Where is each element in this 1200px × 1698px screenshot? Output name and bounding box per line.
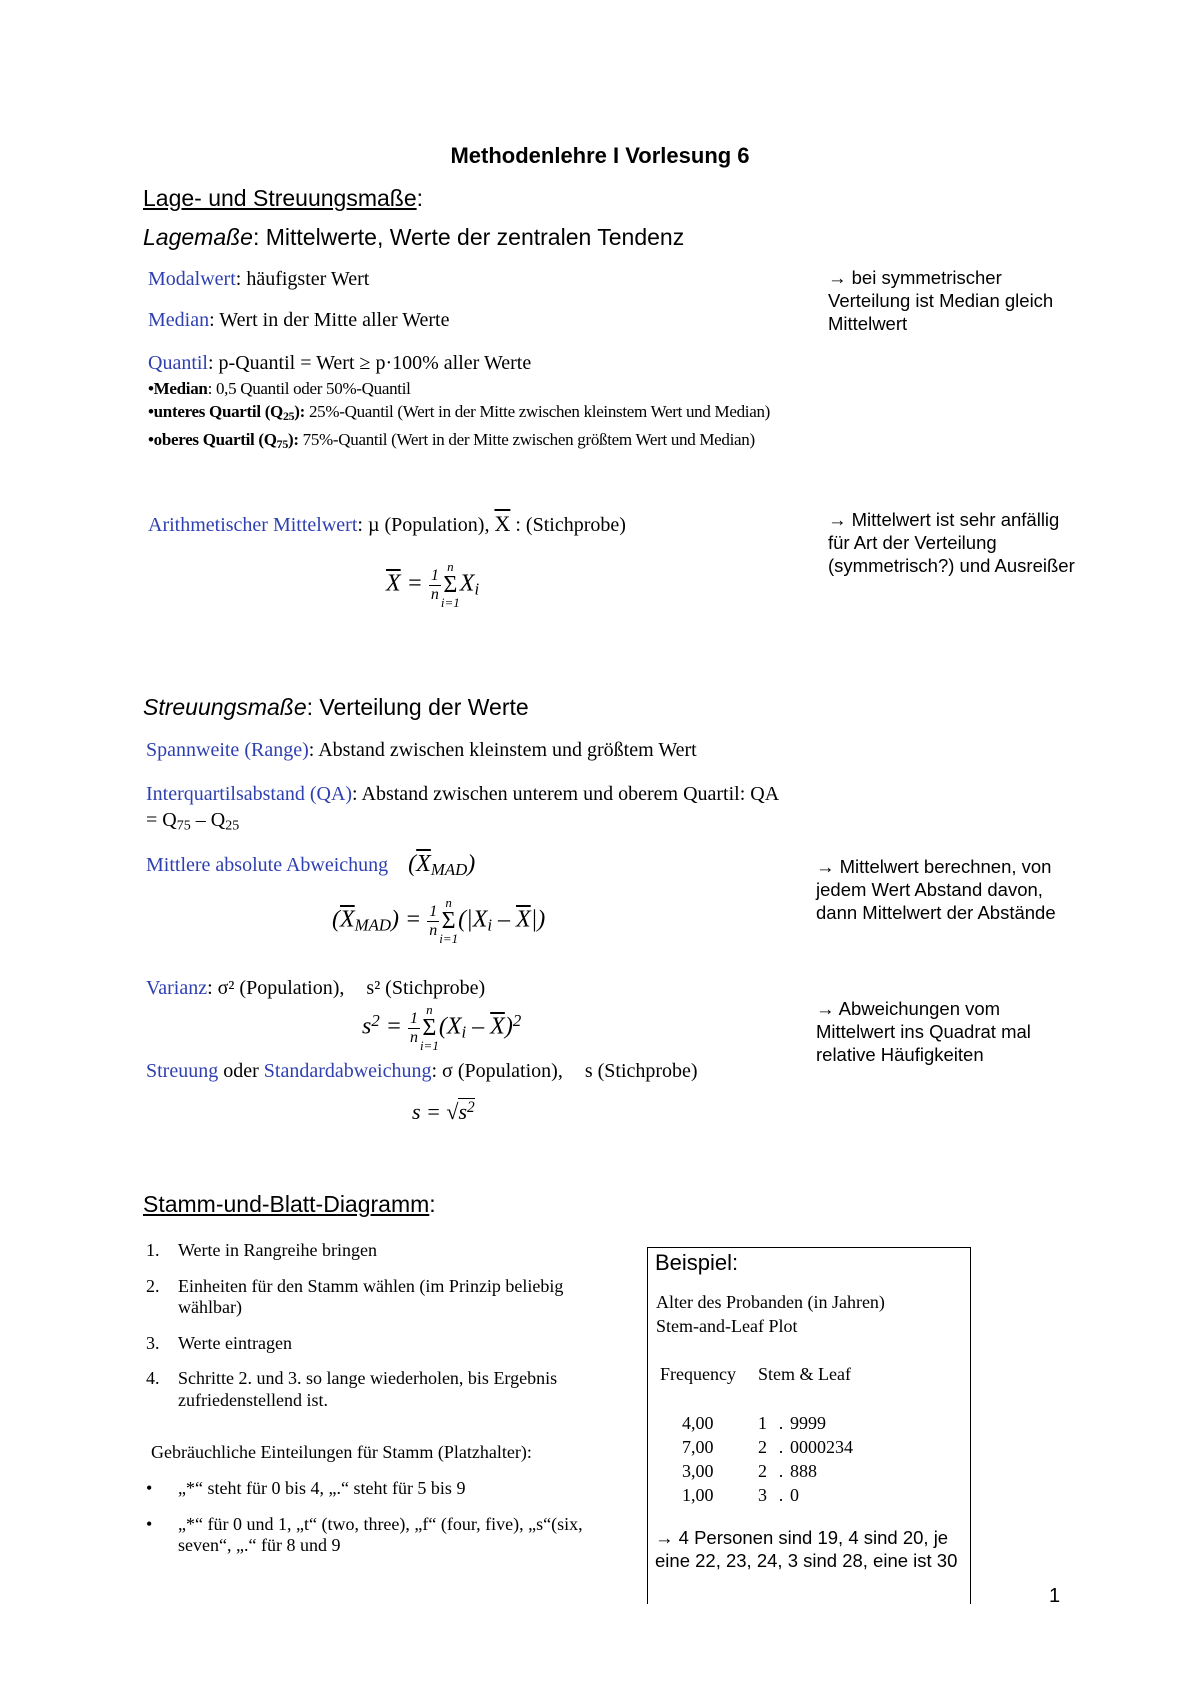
stem-freq: 7,00 <box>682 1436 714 1457</box>
note-varianz: → Abweichungen vom Mittelwert ins Quadrat mal relative Häufigkeiten <box>816 998 1031 1065</box>
varianz-line <box>146 977 485 1000</box>
page-number: 1 <box>1049 1585 1061 1607</box>
quantil-item-text: 75%-Quantil (Wert in der Mitte zwischen größtem Wert und Median) <box>298 429 755 449</box>
arith-desc: : µ (Population), <box>357 514 490 536</box>
quantil-item-text: : 0,5 Quantil oder 50%-Quantil <box>207 379 411 398</box>
median-line <box>148 309 450 332</box>
stem-row: 3,00 2 . 888 <box>682 1459 853 1483</box>
example-box <box>647 1247 971 1604</box>
iqa-line <box>146 781 786 840</box>
xbar-symbol: $\overline{X}$ <box>494 511 511 536</box>
modalwert-term: Modalwert <box>148 268 236 290</box>
col-stem-leaf: Stem & Leaf <box>757 1364 851 1384</box>
quantil-list <box>148 377 808 456</box>
iqa-sub-75: 75 <box>176 818 191 834</box>
modalwert-line <box>148 268 369 291</box>
quantil-item-sub: 25 <box>282 408 295 423</box>
mad-line: Mittlere absolute Abweichung $(\overline{X}_{MAD})$ <box>146 851 476 880</box>
streuungsmasse-term: Streuungsmaße <box>143 694 307 720</box>
quantil-item-bold: •Median <box>148 379 208 398</box>
median-desc: : Wert in der Mitte aller Werte <box>209 309 450 331</box>
step-number: 3. <box>146 1332 160 1353</box>
note-ausreisser: → Mittelwert ist sehr anfällig für Art der Verteilung (symmetrisch?) und Ausreißer <box>828 509 1075 576</box>
iqa-minus: – Q <box>190 809 226 831</box>
stem-value: 2 <box>758 1436 767 1457</box>
spannweite-line <box>146 739 697 762</box>
stem-row: 4,00 1 . 9999 <box>682 1411 853 1435</box>
varianz-tail: s² (Stichprobe) <box>366 977 486 999</box>
steps-list <box>146 1240 622 1412</box>
stem-freq: 1,00 <box>682 1484 714 1505</box>
spannweite-term: Spannweite <box>146 739 240 761</box>
arith-tail: : (Stichprobe) <box>510 514 626 536</box>
iqa-sub-25: 25 <box>225 818 240 834</box>
einteilungen-list <box>146 1478 622 1557</box>
stem-leaf: 0000234 <box>790 1436 853 1457</box>
step-text: Einheiten für den Stamm wählen (im Prinzip beliebig wählbar) <box>178 1275 564 1318</box>
step-item <box>146 1240 622 1262</box>
bullet: • <box>146 1478 153 1498</box>
streuungsmasse-desc: : Verteilung der Werte <box>306 694 529 720</box>
mad-term: Mittlere absolute Abweichung <box>146 854 389 876</box>
spannweite-desc: : Abstand zwischen kleinstem und größtem Wert <box>308 739 697 761</box>
median-term: Median <box>148 309 210 331</box>
step-text: Werte in Rangreihe bringen <box>178 1240 377 1260</box>
example-subtitle-1: Alter des Probanden (in Jahren) <box>656 1292 885 1312</box>
quantil-line <box>148 352 531 375</box>
spannweite-range: (Range) <box>239 739 309 761</box>
step-item <box>146 1333 622 1355</box>
page-title: Methodenlehre I Vorlesung 6 <box>450 143 750 168</box>
example-subtitle <box>656 1290 885 1338</box>
quantil-item-bold: •oberes Quartil (Q <box>148 429 277 449</box>
stem-leaf-table <box>682 1411 853 1507</box>
standardabweichung-term: Standardabweichung <box>263 1060 432 1082</box>
step-number: 1. <box>146 1240 160 1260</box>
stem-value: 3 <box>758 1484 767 1505</box>
note-mad: → Mittelwert berechnen, von jedem Wert Abstand davon, dann Mittelwert der Abstände <box>816 856 1056 923</box>
einteilung-item <box>146 1514 622 1557</box>
step-text: Werte eintragen <box>178 1332 292 1353</box>
stem-value: 2 <box>758 1460 767 1481</box>
quantil-term: Quantil <box>148 352 208 374</box>
quantil-desc: : p-Quantil = Wert ≥ p·100% aller Werte <box>208 352 532 374</box>
quantil-item-median <box>148 377 808 400</box>
varianz-formula: $s^2$ = $\frac{1}{n}$ n Σ i=1 $(X_i - \overline{X})^2$ <box>362 1002 522 1053</box>
stem-leaf: 0 <box>790 1484 799 1505</box>
einteilung-text: „*“ steht für 0 bis 4, „.“ steht für 5 bis 9 <box>178 1478 466 1498</box>
example-subtitle-2: Stem-and-Leaf Plot <box>656 1316 798 1336</box>
einteilungen-title: Gebräuchliche Einteilungen für Stamm (Platzhalter): <box>151 1442 532 1462</box>
modalwert-desc: : häufigster Wert <box>235 268 370 290</box>
standardabweichung-desc: : σ (Population), <box>431 1060 563 1082</box>
quantil-item-lower <box>148 400 808 428</box>
varianz-term: Varianz <box>146 977 208 999</box>
bullet: • <box>146 1513 153 1534</box>
stem-row: 1,00 3 . 0 <box>682 1483 853 1507</box>
example-columns <box>660 1364 851 1385</box>
mad-formula: $(\overline{X}_{MAD})$ = $\frac{1}{n}$ n Σ i=1 $(|X_i - \overline{X}|)$ <box>332 895 546 946</box>
arith-term: Arithmetischer Mittelwert <box>148 514 358 536</box>
quantil-item-bold: ): <box>294 402 306 421</box>
note-symmetrisch: → bei symmetrischer Verteilung ist Median gleich Mittelwert <box>828 267 1054 334</box>
quantil-item-sub: 75 <box>276 436 288 451</box>
step-number: 4. <box>146 1368 160 1389</box>
stem-leaf: 9999 <box>790 1412 826 1433</box>
quantil-item-bold: •unteres Quartil (Q <box>148 402 283 421</box>
lagemasse-desc: : Mittelwerte, Werte der zentralen Tendenz <box>252 224 685 250</box>
stem-leaf-heading-text: Stamm-und-Blatt-Diagramm <box>143 1191 430 1217</box>
quantil-item-bold: ): <box>287 429 299 449</box>
step-item <box>146 1368 622 1411</box>
standardabweichung-tail: s (Stichprobe) <box>584 1060 698 1082</box>
arith-mittelwert-line <box>148 511 626 537</box>
col-frequency: Frequency <box>660 1364 736 1384</box>
example-title: Beispiel: <box>655 1250 739 1275</box>
step-item <box>146 1276 622 1319</box>
stem-freq: 3,00 <box>682 1460 714 1481</box>
step-number: 2. <box>146 1275 160 1296</box>
quantil-item-text: 25%-Quantil (Wert in der Mitte zwischen kleinstem Wert und Median) <box>305 402 771 421</box>
quantil-item-upper <box>148 428 808 456</box>
mean-formula: $\overline{X}$ = $\frac{1}{n}$ n Σ i=1 $X_i$ <box>386 559 480 610</box>
sqrt-formula: $s = √s^2$ <box>412 1099 475 1124</box>
stem-freq: 4,00 <box>682 1412 714 1433</box>
lagemasse-term: Lagemaße <box>143 224 253 250</box>
iqa-desc: : Abstand zwischen unterem und oberem Quartil: QA = Q <box>146 783 779 831</box>
step-text: Schritte 2. und 3. so lange wiederholen, bis Ergebnis zufriedenstellend ist. <box>178 1368 558 1410</box>
streuung-term: Streuung <box>146 1060 219 1082</box>
oder-text: oder <box>218 1060 264 1082</box>
einteilung-text: „*“ für 0 und 1, „t“ (two, three), „f“ (four, five), „s“(six, seven“, „.“ für 8 und 9 <box>178 1513 583 1556</box>
einteilung-item <box>146 1478 622 1500</box>
varianz-desc: : σ² (Population), <box>207 977 345 999</box>
standardabweichung-line <box>146 1060 698 1083</box>
lagemasse-heading <box>143 224 684 251</box>
stem-leaf: 888 <box>790 1460 817 1481</box>
stem-value: 1 <box>758 1412 767 1433</box>
section-heading-lage-streuung: Lage- und Streuungsmaße: <box>143 185 424 211</box>
stem-leaf-heading: Stamm-und-Blatt-Diagramm: <box>143 1191 436 1217</box>
iqa-term: Interquartilsabstand (QA) <box>146 783 353 805</box>
example-note: → 4 Personen sind 19, 4 sind 20, je eine 22, 23, 24, 3 sind 28, eine ist 30 <box>655 1527 958 1571</box>
section-heading-text: Lage- und Streuungsmaße <box>143 185 417 211</box>
stem-row: 7,00 2 . 0000234 <box>682 1435 853 1459</box>
streuungsmasse-heading <box>143 694 529 721</box>
